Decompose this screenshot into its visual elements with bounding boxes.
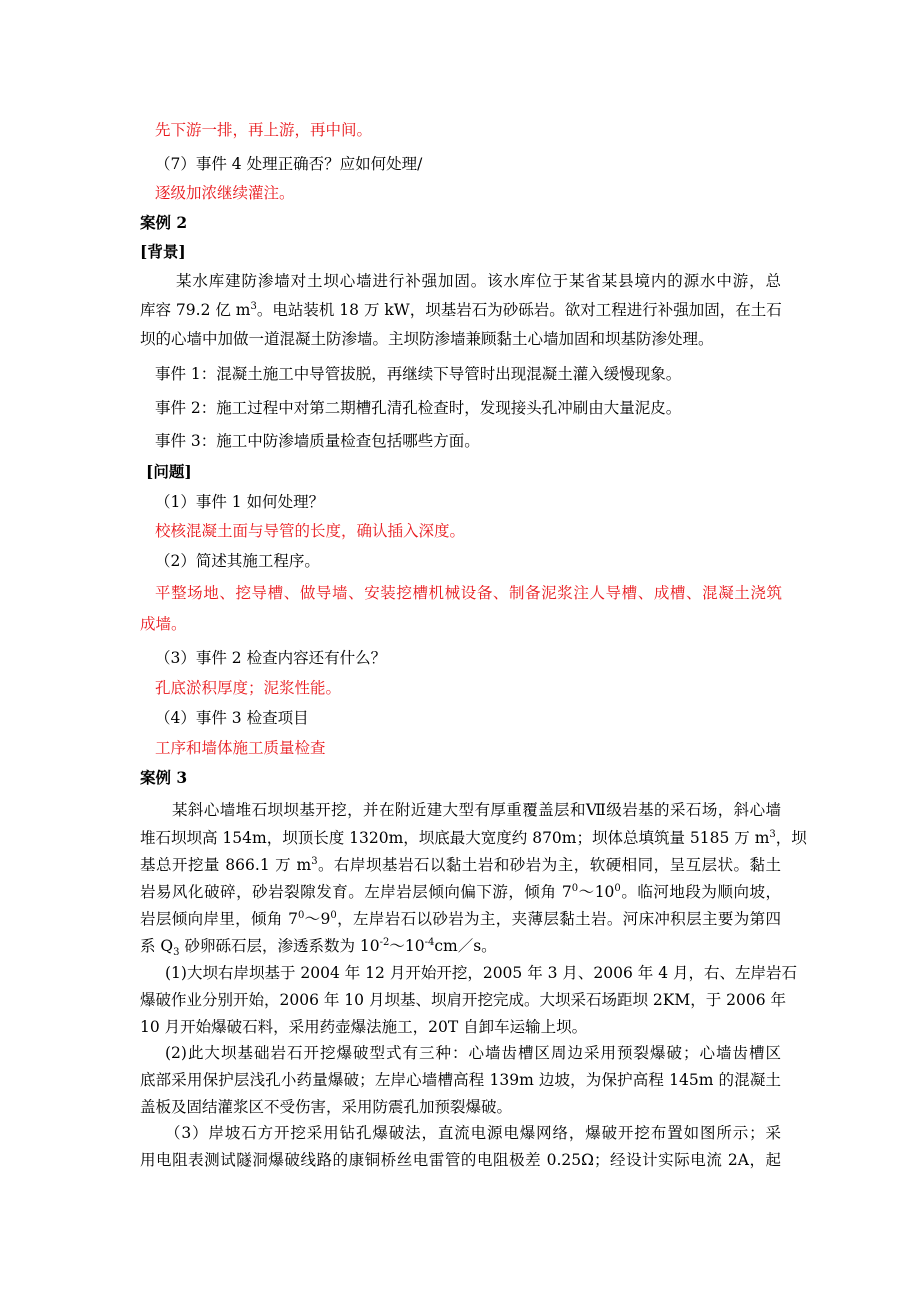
para-text: 砂卵砾石层，渗透系数为 10 xyxy=(179,937,380,955)
case3-para2-line3: 10 月开始爆破石料，采用药壶爆法施工，20T 自卸车运输上坝。 xyxy=(140,1018,588,1036)
superscript: 0 xyxy=(330,909,337,921)
para-text: ～9 xyxy=(304,910,331,928)
case-3-title: 案例 3 xyxy=(140,768,188,787)
case3-para1-line3 xyxy=(140,854,781,876)
case3-para2-line1: (1)大坝右岸坝基于 2004 年 12 月开始开挖，2005 年 3 月、2006 年 4 月，右、左岸岩石 xyxy=(165,964,798,982)
question-2: （2）简述其施工程序。 xyxy=(155,552,320,570)
para-text: 岩易风化破碎，砂岩裂隙发育。左岸岩层倾向偏下游，倾角 7 xyxy=(140,883,572,901)
para-text: 堆石坝坝高 154m，坝顶长度 1320m，坝底最大宽度约 870m；坝体总填筑量 5185 万 m xyxy=(140,829,770,847)
answer-7: 逐级加浓继续灌注。 xyxy=(155,184,295,202)
superscript: 0 xyxy=(614,882,621,894)
question-7: （7）事件 4 处理正确否？应如何处理/ xyxy=(155,155,423,173)
case3-para1-line4 xyxy=(140,881,781,903)
bg-text: 。电站装机 18 万 kW，坝基岩石为砂砾岩。欲对工程进行补强加固，在土石 xyxy=(256,301,782,319)
para-text: 系 Q xyxy=(140,937,174,955)
question-1: （1）事件 1 如何处理？ xyxy=(155,493,325,511)
superscript: 3 xyxy=(311,855,318,867)
para-text: ～10 xyxy=(389,937,425,955)
para-text: ～10 xyxy=(578,883,615,901)
event-2: 事件 2：施工过程中对第二期槽孔清孔检查时，发现接头孔冲刷由大量泥皮。 xyxy=(155,399,682,417)
para-text: 。右岸坝基岩石以黏土岩和砂岩为主，软硬相同，呈互层状。黏土 xyxy=(317,856,781,874)
background-line-1: 某水库建防渗墙对土坝心墙进行补强加固。该水库位于某省某县境内的源水中游，总 xyxy=(176,272,781,290)
answer-1: 校核混凝土面与导管的长度，确认插入深度。 xyxy=(155,522,466,540)
case3-para1-line5 xyxy=(140,908,781,930)
case3-para4-line1: （3）岸坡石方开挖采用钻孔爆破法，直流电源电爆网络，爆破开挖布置如图所示；采 xyxy=(165,1124,781,1142)
question-3: （3）事件 2 检查内容还有什么？ xyxy=(155,649,387,667)
case3-para3-line1: (2)此大坝基础岩石开挖爆破型式有三种：心墙齿槽区周边采用预裂爆破；心墙齿槽区 xyxy=(165,1044,781,1062)
case3-para2-line2: 爆破作业分别开始，2006 年 10 月坝基、坝肩开挖完成。大坝采石场距坝 2KM，于 2006 年 xyxy=(140,991,786,1009)
case3-para1-line2 xyxy=(140,827,807,849)
para-text: 基总开挖量 866.1 万 m xyxy=(140,856,312,874)
superscript: 0 xyxy=(571,882,579,894)
case3-para4-line2: 用电阻表测试隧洞爆破线路的康铜桥丝电雷管的电阻极差 0.25Ω；经设计实际电流 2A，起 xyxy=(140,1151,781,1169)
case-2-title: 案例 2 xyxy=(140,213,188,232)
para-text: cm／s。 xyxy=(434,937,497,955)
para-text: ，坝 xyxy=(775,829,807,847)
event-1: 事件 1：混凝土施工中导管拔脱，再继续下导管时出现混凝土灌入缓慢现象。 xyxy=(155,365,682,383)
question-4: （4）事件 3 检查项目 xyxy=(155,709,309,727)
answer-2-line-2: 成墙。 xyxy=(140,615,187,633)
background-line-2 xyxy=(140,299,782,321)
para-text: ，左岸岩石以砂岩为主，夹薄层黏土岩。河床冲积层主要为第四 xyxy=(336,910,781,928)
answer-4: 工序和墙体施工质量检查 xyxy=(155,739,326,757)
para-text: 岩层倾向岸里，倾角 7 xyxy=(140,910,298,928)
background-line-3: 坝的心墙中加做一道混凝土防渗墙。主坝防渗墙兼顾黏土心墙加固和坝基防渗处理。 xyxy=(140,330,714,348)
superscript: 0 xyxy=(297,909,305,921)
case3-para1-line6 xyxy=(140,935,497,957)
subscript: 3 xyxy=(173,947,180,959)
superscript: -4 xyxy=(424,936,435,948)
answer-3: 孔底淤积厚度；泥浆性能。 xyxy=(155,679,342,697)
para-text: 。临河地段为顺向坡， xyxy=(620,883,781,901)
case3-para1-line1: 某斜心墙堆石坝坝基开挖，并在附近建大型有厚重覆盖层和Ⅶ级岩基的采石场，斜心墙 xyxy=(172,801,781,819)
superscript: 3 xyxy=(250,300,257,312)
bg-text: 库容 79.2 亿 m xyxy=(140,301,251,319)
background-heading: [背景] xyxy=(140,242,186,261)
case3-para3-line2: 底部采用保护层浅孔小药量爆破；左岸心墙槽高程 139m 边坡，为保护高程 145m 的混凝土 xyxy=(140,1071,781,1089)
answer-2-line-1: 平整场地、挖导槽、做导墙、安装挖槽机械设备、制备泥浆注人导槽、成槽、混凝土浇筑 xyxy=(155,584,782,602)
answer-6: 先下游一排，再上游，再中间。 xyxy=(155,121,373,139)
superscript: -2 xyxy=(379,936,390,948)
superscript: 3 xyxy=(769,828,776,840)
questions-heading: [问题] xyxy=(146,462,192,481)
case3-para3-line3: 盖板及固结灌浆区不受伤害，采用防震孔加预裂爆破。 xyxy=(140,1098,513,1116)
event-3: 事件 3：施工中防渗墙质量检查包括哪些方面。 xyxy=(155,432,480,450)
